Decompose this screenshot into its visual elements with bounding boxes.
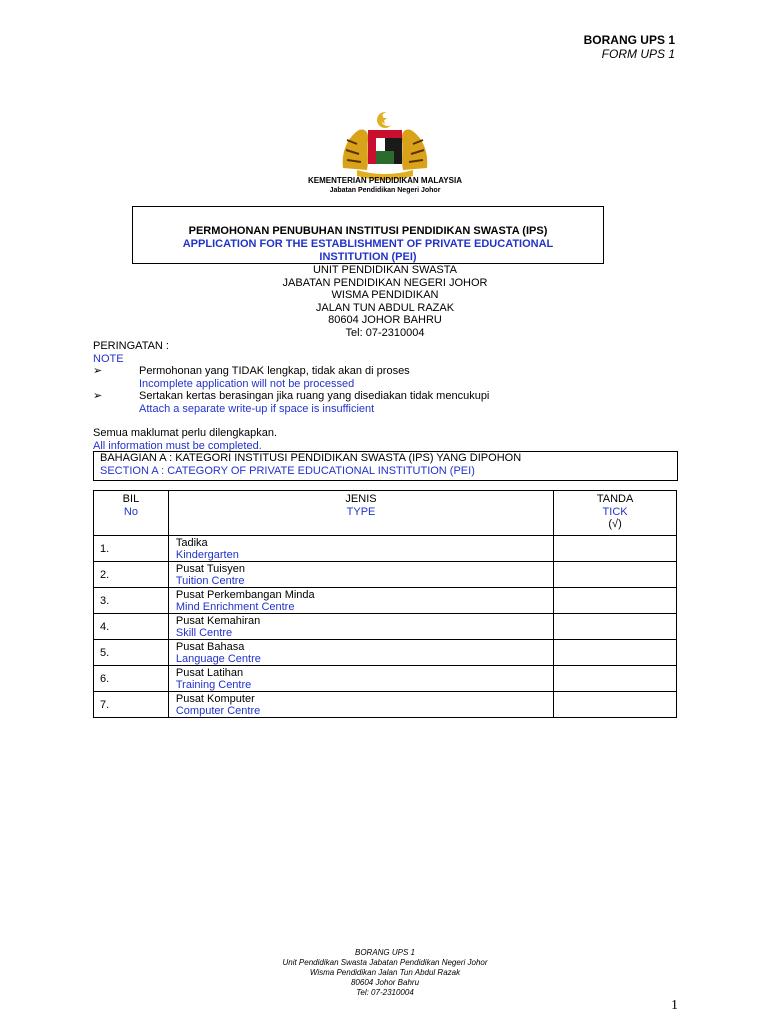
warning-label-en: NOTE xyxy=(93,352,124,365)
warning-item-en: Incomplete application will not be processed xyxy=(139,377,355,390)
row-number: 6. xyxy=(94,666,169,692)
row-type-en: Kindergarten xyxy=(175,548,239,561)
instruction-ms: Semua maklumat perlu dilengkapkan. xyxy=(93,427,278,439)
tick-cell[interactable] xyxy=(554,692,677,718)
row-type xyxy=(168,562,553,588)
row-type xyxy=(168,640,553,666)
section-a-header xyxy=(93,451,678,481)
row-type-ms: Pusat Bahasa xyxy=(175,640,245,653)
header-type-en: TYPE xyxy=(346,505,376,518)
address-line: Tel: 07-2310004 xyxy=(345,326,425,339)
warning-notes xyxy=(93,340,693,415)
header-tick xyxy=(554,491,677,536)
institution-type-table xyxy=(93,490,677,718)
form-code-en: FORM UPS 1 xyxy=(601,47,675,61)
row-number: 3. xyxy=(94,588,169,614)
footer-line: Tel: 07-2310004 xyxy=(356,988,414,997)
header-tick-ms: TANDA xyxy=(596,493,634,505)
warning-item-en: Attach a separate write-up if space is insufficient xyxy=(139,402,375,415)
header-tick-en: TICK xyxy=(602,505,628,518)
table-row xyxy=(94,536,677,562)
header-type-ms: JENIS xyxy=(345,493,377,505)
address-line: WISMA PENDIDIKAN xyxy=(331,289,439,302)
instruction-en: All information must be completed. xyxy=(93,439,262,452)
row-type-en: Computer Centre xyxy=(175,704,261,717)
row-type-ms: Tadika xyxy=(175,536,208,549)
tick-cell[interactable] xyxy=(554,640,677,666)
row-type-ms: Pusat Tuisyen xyxy=(175,562,245,575)
row-type-en: Language Centre xyxy=(175,652,261,665)
row-type-ms: Pusat Kemahiran xyxy=(175,614,261,627)
row-type-en: Training Centre xyxy=(175,678,252,691)
tick-cell[interactable] xyxy=(554,536,677,562)
table-row xyxy=(94,562,677,588)
instruction xyxy=(93,427,277,452)
row-type xyxy=(168,588,553,614)
footer-line: BORANG UPS 1 xyxy=(354,948,415,957)
footer-line: 80604 Johor Bahru xyxy=(350,978,420,987)
tick-cell[interactable] xyxy=(554,614,677,640)
title-en-line1: APPLICATION FOR THE ESTABLISHMENT OF PRIVATE EDUCATIONAL xyxy=(182,238,554,250)
page-number: 1 xyxy=(671,998,678,1013)
row-type-en: Tuition Centre xyxy=(175,574,245,587)
title-ms: PERMOHONAN PENUBUHAN INSTITUSI PENDIDIKAN SWASTA (IPS) xyxy=(188,225,548,237)
warning-label-ms: PERINGATAN : xyxy=(93,340,169,352)
row-type-en: Mind Enrichment Centre xyxy=(175,600,295,613)
footer-line: Wisma Pendidikan Jalan Tun Abdul Razak xyxy=(309,968,461,977)
application-title-box xyxy=(132,206,604,264)
row-type-ms: Pusat Perkembangan Minda xyxy=(175,588,315,601)
address-line: JABATAN PENDIDIKAN NEGERI JOHOR xyxy=(282,276,488,289)
row-type-ms: Pusat Komputer xyxy=(175,692,255,705)
ministry-title: KEMENTERIAN PENDIDIKAN MALAYSIA xyxy=(308,176,462,185)
warning-item-ms: Permohonan yang TIDAK lengkap, tidak akan di proses xyxy=(139,365,410,378)
malaysia-coat-of-arms-logo xyxy=(335,110,435,182)
row-type-en: Skill Centre xyxy=(175,626,233,639)
row-type xyxy=(168,692,553,718)
table-row xyxy=(94,588,677,614)
section-a-title-en: SECTION A : CATEGORY OF PRIVATE EDUCATIONAL INSTITUTION (PEI) xyxy=(100,464,475,477)
office-address xyxy=(230,264,540,340)
address-line: UNIT PENDIDIKAN SWASTA xyxy=(312,264,458,276)
table-row xyxy=(94,614,677,640)
tick-cell[interactable] xyxy=(554,666,677,692)
header-no-en: No xyxy=(123,505,138,518)
form-code xyxy=(584,33,675,61)
warning-item-ms: Sertakan kertas berasingan jika ruang yang disediakan tidak mencukupi xyxy=(139,390,490,403)
warning-item xyxy=(93,365,693,390)
row-number: 4. xyxy=(94,614,169,640)
row-type xyxy=(168,614,553,640)
row-type-ms: Pusat Latihan xyxy=(175,666,244,679)
address-line: JALAN TUN ABDUL RAZAK xyxy=(315,301,455,314)
row-number: 1. xyxy=(94,536,169,562)
form-code-ms: BORANG UPS 1 xyxy=(583,33,675,47)
arrow-bullet-icon: ➢ xyxy=(93,390,103,403)
row-number: 7. xyxy=(94,692,169,718)
header-tick-symbol: (√) xyxy=(608,518,622,531)
row-number: 5. xyxy=(94,640,169,666)
row-type xyxy=(168,536,553,562)
footer-line: Unit Pendidikan Swasta Jabatan Pendidikan Negeri Johor xyxy=(282,958,488,967)
row-number: 2. xyxy=(94,562,169,588)
table-row xyxy=(94,640,677,666)
header-no xyxy=(94,491,169,536)
arrow-bullet-icon: ➢ xyxy=(93,365,103,378)
ministry-department: Jabatan Pendidikan Negeri Johor xyxy=(329,187,441,194)
ministry-name xyxy=(235,176,535,196)
row-type xyxy=(168,666,553,692)
table-header-row xyxy=(94,491,677,536)
table-row xyxy=(94,666,677,692)
section-a-title-ms: BAHAGIAN A : KATEGORI INSTITUSI PENDIDIKAN SWASTA (IPS) YANG DIPOHON xyxy=(100,452,522,464)
tick-cell[interactable] xyxy=(554,588,677,614)
page-footer xyxy=(235,948,535,998)
header-type xyxy=(168,491,553,536)
table-row xyxy=(94,692,677,718)
title-en-line2: INSTITUTION (PEI) xyxy=(319,251,417,263)
header-no-ms: BIL xyxy=(122,493,140,505)
tick-cell[interactable] xyxy=(554,562,677,588)
address-line: 80604 JOHOR BAHRU xyxy=(328,314,442,327)
warning-item xyxy=(93,390,693,415)
